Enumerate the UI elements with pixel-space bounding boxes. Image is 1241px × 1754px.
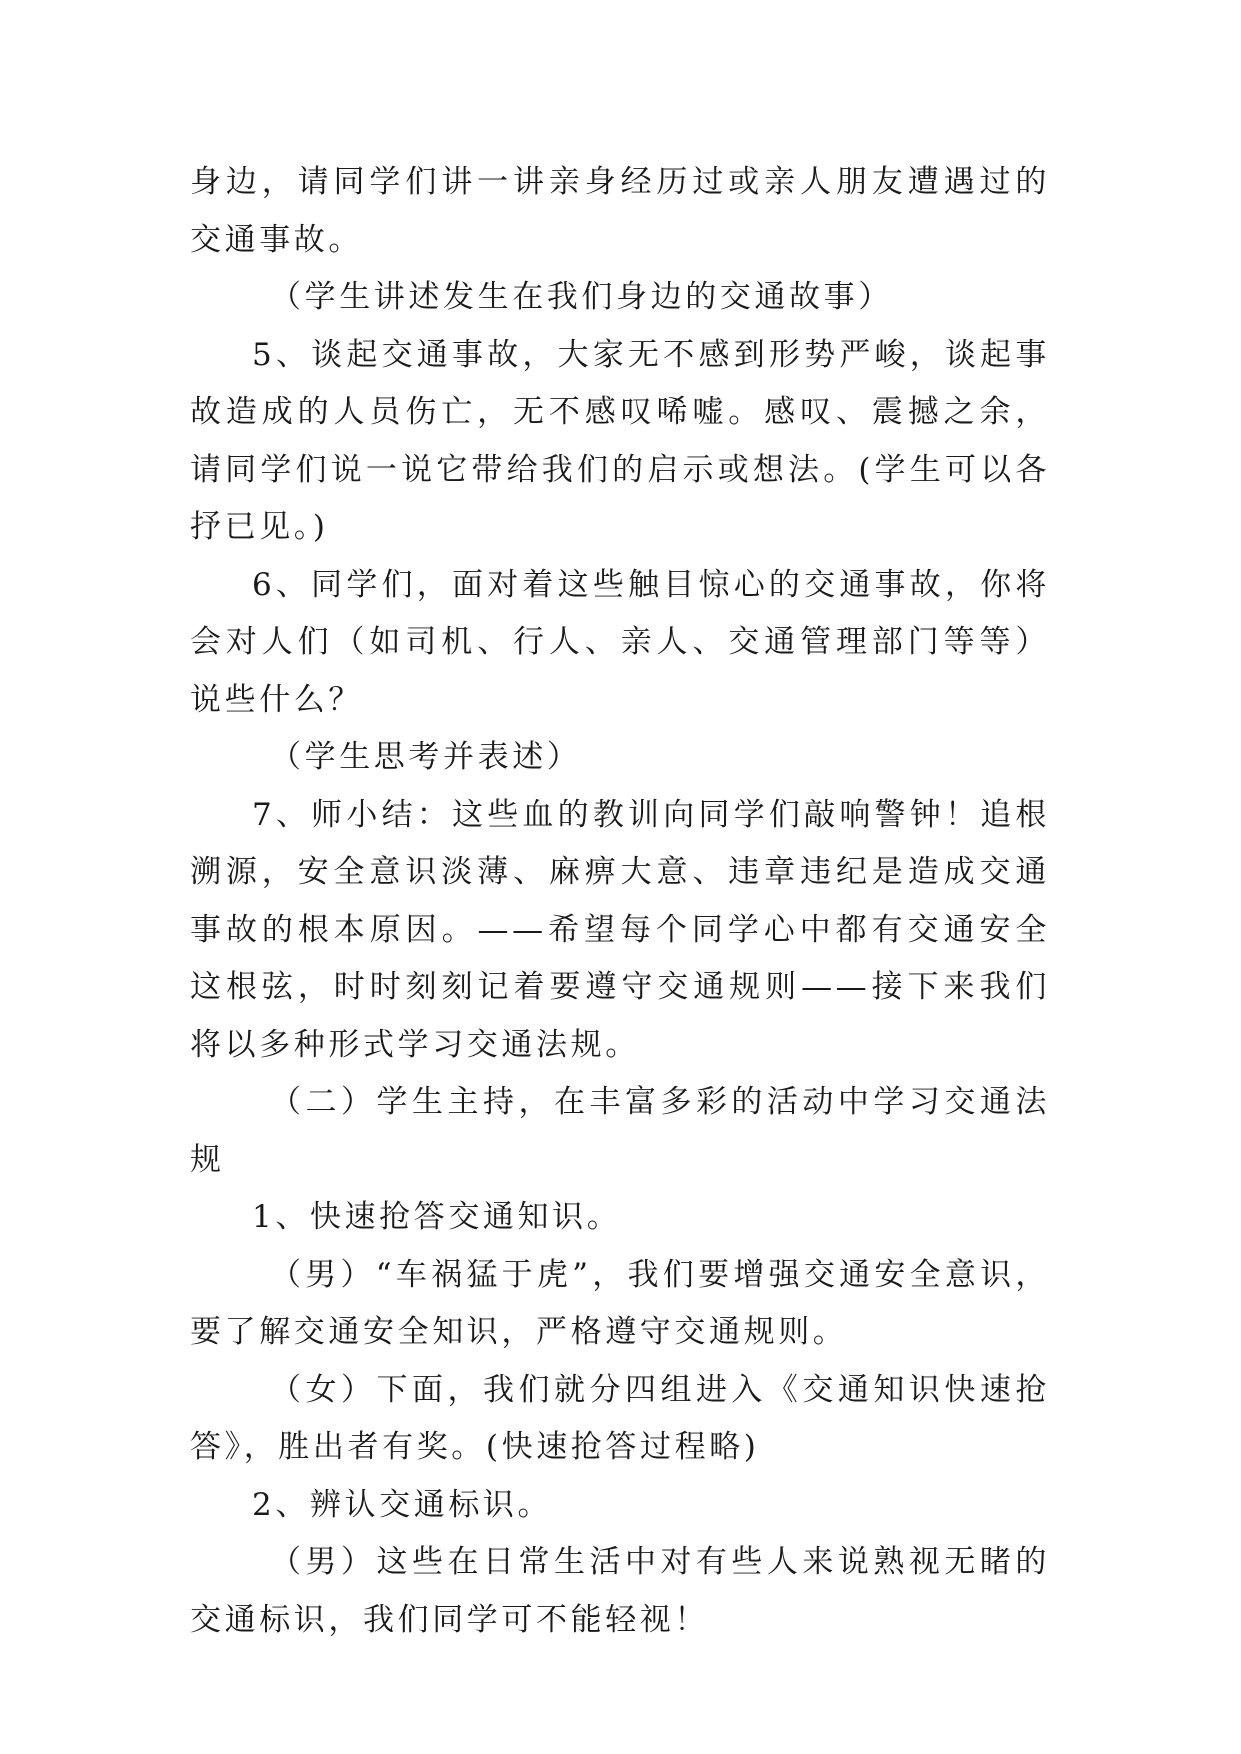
paragraph-continuation: 身边，请同学们讲一讲亲身经历过或亲人朋友遭遇过的交通事故。 [190, 164, 1050, 258]
paragraph-quiz-title: 1、快速抢答交通知识。 [252, 1199, 622, 1235]
paragraph-student-thinking: （学生思考并表述） [270, 739, 582, 775]
paragraph-male-host-1: （男）“车祸猛于虎”，我们要增强交通安全意识，要了解交通安全知识，严格遵守交通规则。 [190, 1256, 1050, 1350]
paragraph-student-narration: （学生讲述发生在我们身边的交通故事） [270, 279, 893, 315]
document-body [190, 154, 1050, 1649]
paragraph-item-6: 6、同学们，面对着这些触目惊心的交通事故，你将会对人们（如司机、行人、亲人、交通管理部门等等）说些什么？ [190, 566, 1050, 718]
paragraph-item-5: 5、谈起交通事故，大家无不感到形势严峻，谈起事故造成的人员伤亡，无不感叹唏嘘。感叹、震撼之余，请同学们说一说它带给我们的启示或想法。(学生可以各抒已见。) [190, 336, 1050, 545]
paragraph-male-host-2: （男）这些在日常生活中对有些人来说熟视无睹的交通标识，我们同学可不能轻视！ [190, 1544, 1050, 1638]
paragraph-female-host: （女）下面，我们就分四组进入《交通知识快速抢答》，胜出者有奖。(快速抢答过程略) [190, 1371, 1050, 1465]
paragraph-signs-title: 2、辨认交通标识。 [252, 1486, 553, 1523]
section-heading-2: （二）学生主持，在丰富多彩的活动中学习交通法规 [190, 1084, 1050, 1178]
paragraph-item-7: 7、师小结：这些血的教训向同学们敲响警钟！追根溯源，安全意识淡薄、麻痹大意、违章违纪是造成交通事故的根本原因。——希望每个同学心中都有交通安全这根弦，时时刻刻记着要遵守交通规则——接下来我们将以多种形式学习交通法规。 [190, 796, 1050, 1063]
